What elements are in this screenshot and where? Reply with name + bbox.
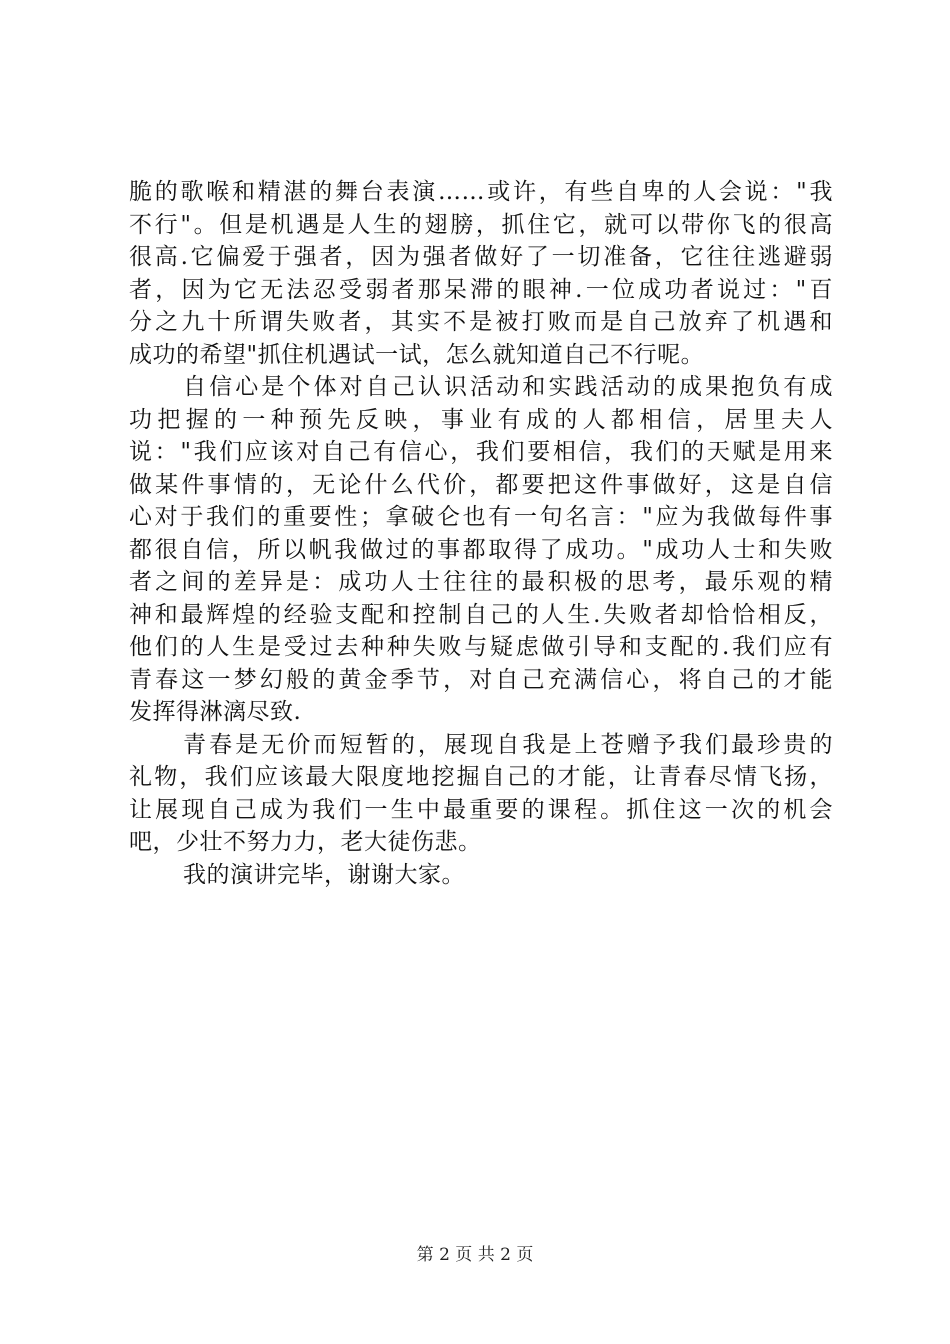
text-line: 者，因为它无法忍受弱者那呆滞的眼神.一位成功者说过："百 bbox=[129, 276, 833, 303]
closing-line: 我的演讲完毕，谢谢大家。 bbox=[183, 861, 465, 888]
text-line: 吧，少壮不努力力，老大徒伤悲。 bbox=[129, 829, 482, 855]
text-line: 说："我们应该对自己有信心，我们要相信，我们的天赋是用来 bbox=[129, 439, 833, 465]
text-line: 神和最辉煌的经验支配和控制自己的人生.失败者却恰恰相反， bbox=[129, 601, 833, 628]
text-line: 发挥得淋漓尽致. bbox=[129, 699, 302, 725]
text-line: 者之间的差异是：成功人士往往的最积极的思考，最乐观的精 bbox=[129, 569, 833, 595]
text-line: 成功的希望"抓住机遇试一试，怎么就知道自己不行呢。 bbox=[129, 341, 705, 368]
text-line: 心对于我们的重要性；拿破仑也有一句名言："应为我做每件事 bbox=[129, 504, 833, 530]
text-line: 礼物，我们应该最大限度地挖掘自己的才能，让青春尽情飞扬， bbox=[129, 764, 833, 790]
text-line: 让展现自己成为我们一生中最重要的课程。抓住这一次的机会 bbox=[129, 796, 833, 823]
speech-body bbox=[129, 176, 833, 891]
paragraph-start-line: 自信心是个体对自己认识活动和实践活动的成果抱负有成 bbox=[183, 374, 833, 400]
paragraph-start-line: 青春是无价而短暂的，展现自我是上苍赠予我们最珍贵的 bbox=[183, 731, 833, 758]
text-line: 不行"。但是机遇是人生的翅膀，抓住它，就可以带你飞的很高 bbox=[129, 211, 833, 238]
text-line: 都很自信，所以帆我做过的事都取得了成功。"成功人士和失败 bbox=[129, 536, 833, 563]
text-line: 脆的歌喉和精湛的舞台表演……或许，有些自卑的人会说："我 bbox=[129, 179, 833, 205]
text-line: 分之九十所谓失败者，其实不是被打败而是自己放弃了机遇和 bbox=[129, 309, 833, 335]
text-line: 青春这一梦幻般的黄金季节，对自己充满信心，将自己的才能 bbox=[129, 666, 833, 693]
page-number-footer: 第 2 页 共 2 页 bbox=[416, 1245, 534, 1265]
text-line: 他们的人生是受过去种种失败与疑虑做引导和支配的.我们应有 bbox=[129, 634, 833, 660]
text-line: 功把握的一种预先反映，事业有成的人都相信，居里夫人 bbox=[129, 406, 833, 433]
text-line: 很高.它偏爱于强者，因为强者做好了一切准备，它往往逃避弱 bbox=[129, 244, 833, 270]
text-line: 做某件事情的，无论什么代价，都要把这件事做好，这是自信 bbox=[129, 471, 833, 498]
